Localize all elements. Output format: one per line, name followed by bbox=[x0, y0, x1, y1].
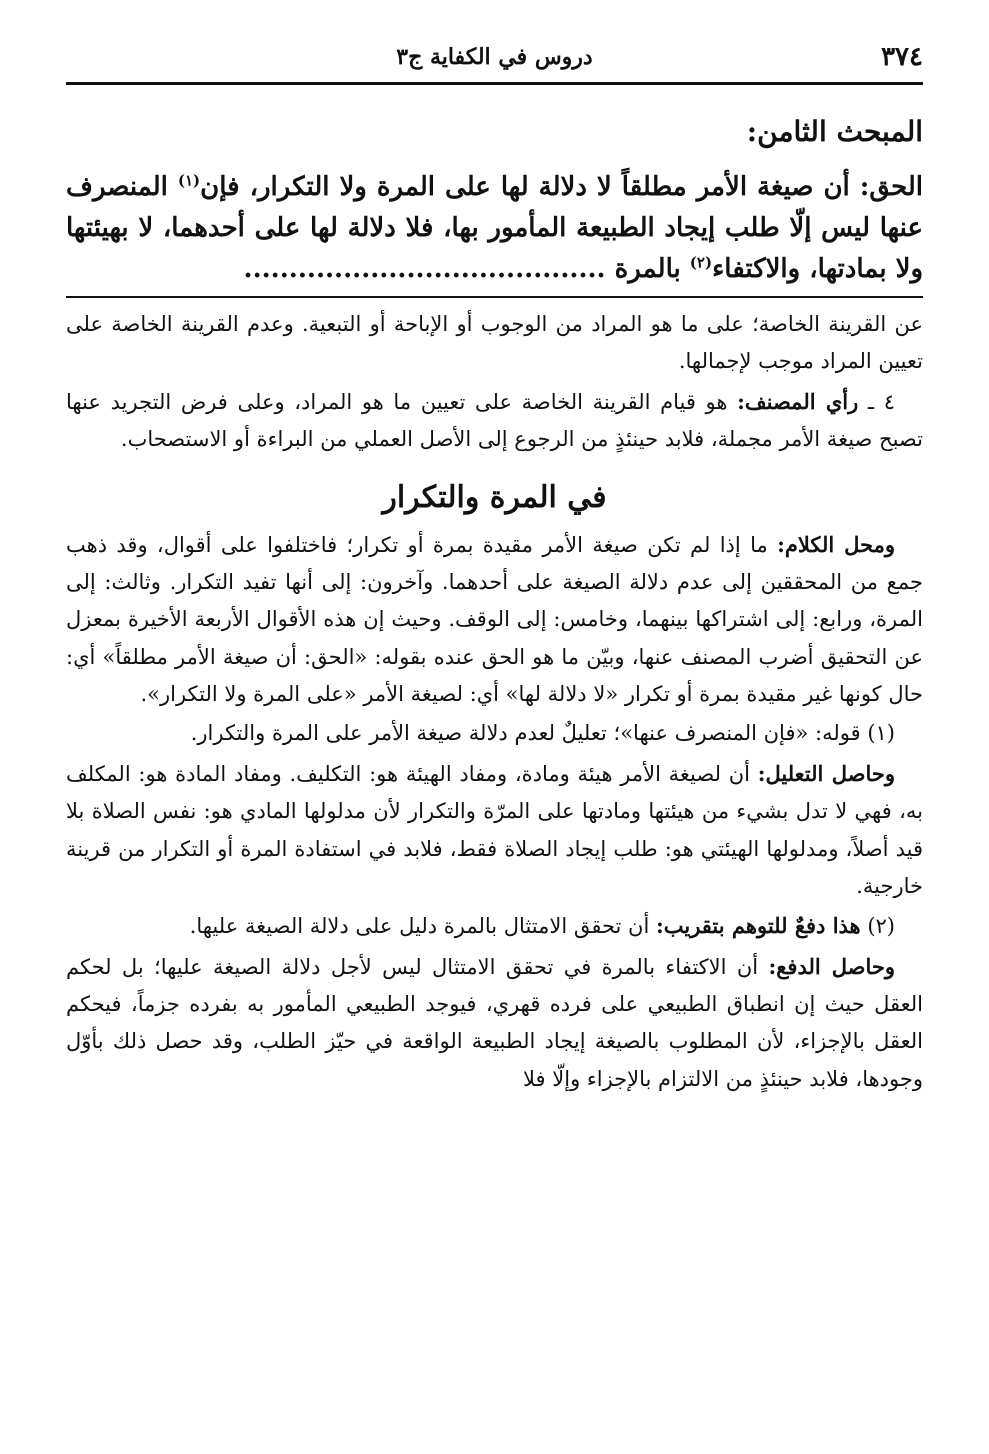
note-topic bbox=[66, 526, 923, 714]
note-author-opinion bbox=[66, 383, 923, 459]
footnote-1 bbox=[66, 715, 923, 752]
note-number: (١) bbox=[860, 721, 895, 746]
note-bold-label: هذا دفعٌ للتوهم بتقريب: bbox=[656, 913, 861, 939]
note-text: قوله: «فإن المنصرف عنها»؛ تعليلٌ لعدم دلالة صيغة الأمر على المرة والتكرار. bbox=[190, 721, 861, 746]
note-text: أن تحقق الامتثال بالمرة دليل على دلالة الصيغة عليها. bbox=[189, 914, 656, 939]
note-rebuttal bbox=[66, 948, 923, 1099]
note-number: ٤ ـ bbox=[858, 389, 896, 414]
note-text: هو قيام القرينة الخاصة على تعيين ما هو المراد، وعلى فرض التجريد عنها تصبح صيغة الأمر مجملة، فلابد حينئذٍ من الرجوع إلى الأصل العملي من البراءة أو الاستصحاب. bbox=[66, 389, 923, 452]
commentary-block bbox=[66, 306, 923, 1098]
note-text: ما إذا لم تكن صيغة الأمر مقيدة بمرة أو تكرار؛ فاختلفوا على أقوال، وقد ذهب جمع من المحققين إلى عدم دلالة الصيغة على أحدهما. وآخرون: إلى أنها تفيد التكرار. وثالث: إلى المرة، ورابع: إلى اشتراكها بينهما، وخامس: إلى الوقف. وحيث إن هذه الأقوال الأربعة الأخيرة بمعزل عن التحقيق أضرب المصنف عنها، وبيّن ما هو الحق عنده بقوله: «الحق: أن صيغة الأمر مطلقاً» أي: حال كونها غير مقيدة بمرة أو تكرار «لا دلالة لها» أي: لصيغة الأمر «على المرة ولا التكرار». bbox=[66, 532, 923, 707]
footnote-2 bbox=[66, 907, 923, 945]
note-text: أن الاكتفاء بالمرة في تحقق الامتثال ليس لأجل دلالة الصيغة عليها؛ بل لحكم العقل حيث إن انطباق الطبيعي على فرده قهري، فيوجد الطبيعي المأمور به بفرده جزماً، فيحكم العقل بالإجزاء، لأن المطلوب بالصيغة إيجاد الطبيعة الواقعة في حيّز الطلب، وقد حصل ذلك بأوّل وجودها، فلابد حينئذٍ من الالتزام بالإجزاء وإلّا فلا bbox=[66, 954, 923, 1091]
section-heading: المبحث الثامن: bbox=[746, 115, 923, 148]
note-continuation: عن القرينة الخاصة؛ على ما هو المراد من الوجوب أو الإباحة أو التبعية. وعدم القرينة الخاصة على تعيين المراد موجب لإجمالها. bbox=[66, 312, 923, 374]
main-text-part-2: المنصرف عنها ليس إلّا طلب إيجاد الطبيعة المأمور بها، فلا دلالة لها على أحدهما، لا بهيئتها ولا بمادتها، والاكتفاء bbox=[66, 171, 924, 284]
note-bold-label: رأي المصنف: bbox=[737, 388, 859, 414]
running-title: دروس في الكفاية ج٣ bbox=[396, 44, 593, 70]
note-bold-label: ومحل الكلام: bbox=[777, 531, 895, 557]
note-reasoning bbox=[66, 755, 923, 906]
main-text-part-3: بالمرة ........................................ bbox=[243, 253, 690, 284]
footnote-marker-2: (٢) bbox=[689, 253, 713, 272]
footnote-separator bbox=[66, 296, 923, 298]
header-rule bbox=[66, 82, 923, 85]
main-text-block bbox=[66, 110, 923, 290]
note-number: (٢) bbox=[860, 914, 895, 939]
page-header bbox=[66, 38, 923, 82]
note-text: أن لصيغة الأمر هيئة ومادة، ومفاد الهيئة هو: التكليف. ومفاد المادة هو: المكلف به، فهي لا تدل بشيء من هيئتها ومادتها على المرّة والتكرار لأن مدلولها المادي هو: نفس الصلاة بلا قيد أصلاً، ومدلولها الهيئتي هو: طلب إيجاد الصلاة فقط، فلابد في استفادة المرة أو التكرار من قرينة خارجية. bbox=[66, 761, 923, 898]
note-bold-label: وحاصل الدفع: bbox=[768, 953, 895, 979]
commentary-heading: في المرة والتكرار bbox=[382, 479, 607, 515]
main-text-part-1: الحق: أن صيغة الأمر مطلقاً لا دلالة لها على المرة ولا التكرار، فإن bbox=[200, 171, 923, 202]
page-number: ٣٧٤ bbox=[881, 42, 923, 72]
footnote-marker-1: (١) bbox=[177, 171, 201, 190]
main-paragraph bbox=[66, 167, 923, 290]
note-bold-label: وحاصل التعليل: bbox=[757, 760, 896, 786]
